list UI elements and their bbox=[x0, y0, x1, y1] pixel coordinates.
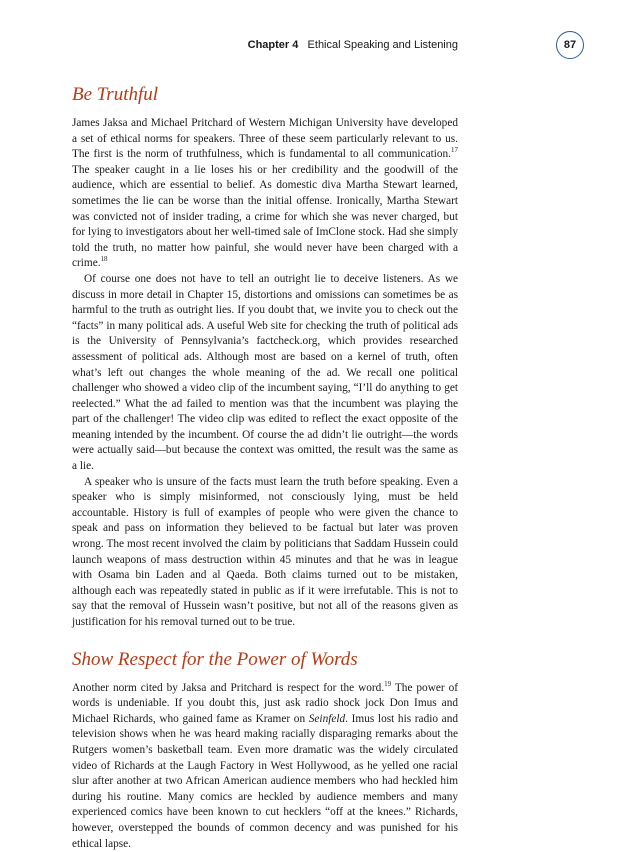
footnote-ref-18: 18 bbox=[100, 255, 108, 264]
paragraph-4-text-a: Another norm cited by Jaksa and Pritchard is respect for the word. bbox=[72, 681, 385, 694]
chapter-title: Ethical Speaking and Listening bbox=[307, 39, 458, 51]
page-body bbox=[72, 80, 458, 852]
chapter-label bbox=[248, 39, 458, 51]
paragraph-4-text-c: . Imus lost his radio and television shows when he was heard making racially disparaging remarks about the Rutgers women’s basketball team. Even more dramatic was the widely circulated video of Richards at the Laugh Factory in West Hollywood, as he yelled one racial slur after another at two African American audience members who had heckled him during his routine. Many comics are heckled by audience members and many experienced comics have been known to cut hecklers “off at the knees.” Richards, however, overstepped the bounds of common decency and was punished for his ethical lapse. bbox=[72, 712, 458, 850]
footnote-ref-17: 17 bbox=[451, 146, 458, 155]
paragraph-1 bbox=[72, 116, 458, 272]
show-title: Seinfeld bbox=[308, 712, 346, 725]
page-number: 87 bbox=[556, 31, 584, 59]
paragraph-4-text-b: The power of words is undeniable. If you doubt this, just ask radio shock jock Don Imus and Michael Richards, who gained fame as Kramer on bbox=[72, 681, 458, 725]
footnote-ref-19: 19 bbox=[384, 679, 392, 688]
chapter-number: Chapter 4 bbox=[247, 39, 299, 51]
paragraph-3: A speaker who is unsure of the facts must learn the truth before speaking. Even a speaker who is simply misinformed, not consciously lying, must be held accountable. History is full of examples of people who were given the chance to speak and pass on information they believed to be factual but later was proven wrong. The most recent involved the claim by politicians that Saddam Hussein could launch weapons of mass destruction within 45 minutes and that he was in league with Osama bin Laden and al Qaeda. Both claims turned out to be mistaken, although each was repeatedly stated in public as if it were irrefutable. This is not to say that the removal of Hussein wasn’t positive, but not all of the reasons given as justification for his removal turned out to be true. bbox=[72, 475, 458, 628]
section-heading-power-of-words: Show Respect for the Power of Words bbox=[72, 648, 358, 670]
paragraph-1-text-b: The speaker caught in a lie loses his or her credibility and the goodwill of the audience, which are essential to belief. As domestic diva Martha Stewart learned, sometimes the lie can be worse than the initial offense. Ironically, Martha Stewart was convicted not of insider trading, a crime for which she was never charged, but for lying to investigators about her well-timed sale of ImClone stock. Had she simply told the truth, no matter how painful, she would never have been charged with a crime. bbox=[72, 163, 458, 270]
paragraph-4 bbox=[72, 681, 458, 852]
paragraph-2: Of course one does not have to tell an outright lie to deceive listeners. As we discuss in more detail in Chapter 15, distortions and omissions can sometimes be as harmful to the truth as outright lies. If you doubt that, we invite you to check out the “facts” in many political ads. A useful Web site for checking the truth of political ads is the University of Pennsylvania’s factcheck.org, which provides researched assessment of political ads. Although most are based on a kernel of truth, often what’s left out changes the whole meaning of the ad. We recall one political challenger who showed a video clip of the incumbent saying, “I’ll do anything to get reelected.” What the ad failed to mention was that the incumbent was playing the part of the challenger! The video clip was edited to reflect the exact opposite of the meaning intended by the incumbent. Of course the ad didn’t lie outright—the words were actually said—but because the context was omitted, the result was the same as a lie. bbox=[72, 272, 458, 473]
paragraph-1-text-a: James Jaksa and Michael Pritchard of Western Michigan University have developed a set of ethical norms for speakers. Three of these seem particularly relevant to us. The first is the norm of truthfulness, which is fundamental to all communication. bbox=[72, 117, 458, 161]
section-heading-be-truthful: Be Truthful bbox=[72, 84, 159, 105]
running-header bbox=[0, 37, 633, 57]
